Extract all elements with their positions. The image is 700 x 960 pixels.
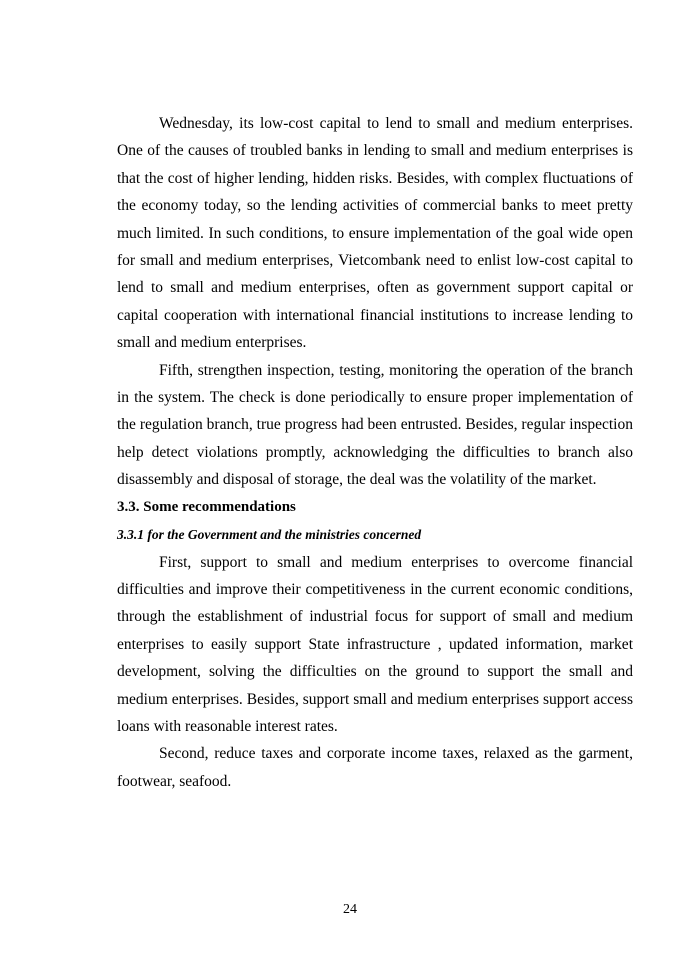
paragraph-capital-lending: Wednesday, its low-cost capital to lend to small and medium enterprises. One of the causes of troubled banks in lending to small and medium enterprises is that the cost of higher lending, hidden risks. Besides, with complex fluctuations of the economy today, so the lending activities of commercial banks to meet pretty much limited. In such conditions, to ensure implementation of the goal wide open for small and medium enterprises, Vietcombank need to enlist low-cost capital to lend to small and medium enterprises, often as government support capital or capital cooperation with international financial institutions to increase lending to small and medium enterprises. (117, 115, 633, 352)
section-heading: 3.3. Some recommendations (117, 498, 296, 515)
subsection-heading: 3.3.1 for the Government and the ministries concerned (117, 527, 422, 543)
page-content (117, 110, 633, 795)
page-number: 24 (343, 902, 357, 917)
paragraph-inspection: Fifth, strengthen inspection, testing, monitoring the operation of the branch in the system. The check is done periodically to ensure proper implementation of the regulation branch, true progress had been entrusted. Besides, regular inspection help detect violations promptly, acknowledging the difficulties to branch also disassembly and disposal of storage, the deal was the volatility of the market. (117, 361, 633, 489)
paragraph-tax-reduction: Second, reduce taxes and corporate income taxes, relaxed as the garment, footwear, seafood. (117, 745, 633, 790)
paragraph-financial-support: First, support to small and medium enterprises to overcome financial difficulties and improve their competitiveness in the current economic conditions, through the establishment of industrial focus for support of small and medium enterprises to easily support State infrastructure , updated information, market development, solving the difficulties on the ground to support the small and medium enterprises. Besides, support small and medium enterprises support access loans with reasonable interest rates. (117, 553, 633, 735)
